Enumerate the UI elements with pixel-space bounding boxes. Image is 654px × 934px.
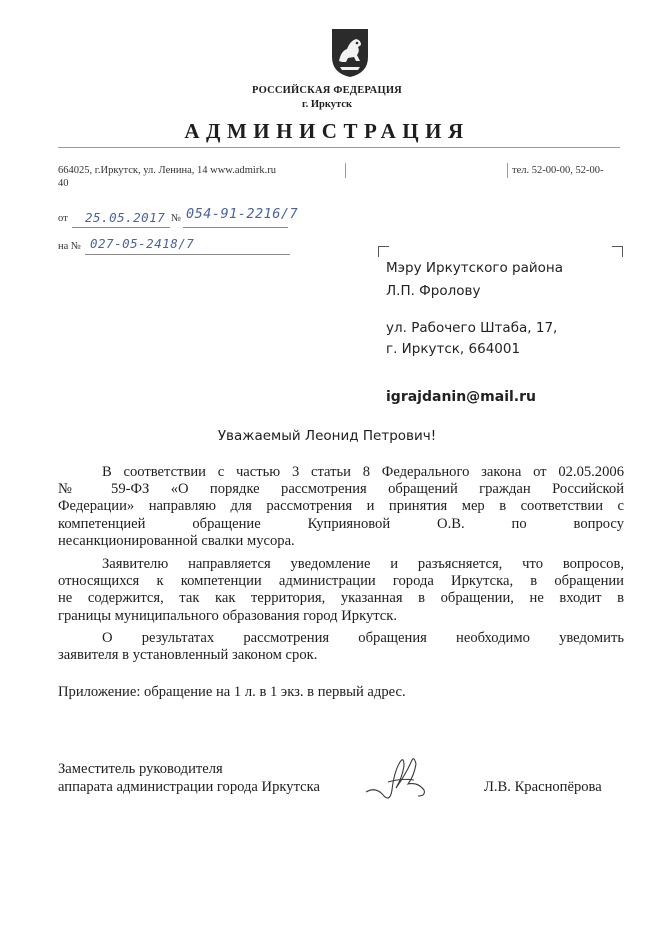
reply-label: на № bbox=[58, 241, 81, 252]
handwritten-incoming-number: 027-05-2418/7 bbox=[90, 236, 195, 251]
header-city: г. Иркутск bbox=[302, 99, 352, 110]
body-line: не содержится, так как территория, указанная в обращении, не входит в bbox=[58, 590, 624, 607]
signatory-title-line: Заместитель руководителя bbox=[58, 761, 223, 777]
header-divider bbox=[58, 147, 620, 148]
recipient-block bbox=[386, 257, 563, 303]
organization-title: АДМИНИСТРАЦИЯ bbox=[184, 119, 470, 143]
body-line: компетенцией обращение Куприяновой О.В. по вопросу bbox=[58, 515, 624, 532]
body-line: О результатах рассмотрения обращения необходимо уведомить bbox=[102, 630, 624, 646]
org-phone: тел. 52-00-00, 52-00- bbox=[512, 165, 604, 176]
attachment-note: Приложение: обращение на 1 л. в 1 экз. в первый адрес. bbox=[58, 684, 406, 700]
recipient-title: Мэру Иркутского района bbox=[386, 260, 564, 276]
recipient-name: Л.П. Фролову bbox=[386, 283, 481, 299]
header-country: РОССИЙСКАЯ ФЕДЕРАЦИЯ bbox=[252, 85, 402, 96]
greeting: Уважаемый Леонид Петрович! bbox=[217, 428, 437, 444]
org-address bbox=[58, 164, 358, 190]
reply-underline bbox=[85, 254, 290, 255]
address-line: 664025, г.Иркутск, ул. Ленина, 14 www.admirk.ru bbox=[58, 165, 276, 176]
recipient-email: igrajdanin@mail.ru bbox=[386, 389, 536, 405]
body-line: несанкционированной свалки мусора. bbox=[58, 532, 295, 549]
paragraph-2 bbox=[58, 556, 624, 625]
handwritten-signature-icon bbox=[362, 752, 432, 804]
signatory-title-line: аппарата администрации города Иркутска bbox=[58, 779, 320, 795]
handwritten-outgoing-number: 054-91-2216/7 bbox=[186, 206, 299, 222]
field-mark bbox=[507, 163, 508, 178]
field-mark bbox=[345, 163, 346, 178]
signatory-title bbox=[58, 760, 320, 796]
body-line: Федерации» направляю для рассмотрения и принятия мер в соответствии с bbox=[58, 498, 624, 515]
recipient-corner-right bbox=[612, 246, 623, 257]
number-underline bbox=[183, 227, 288, 228]
body-line: Заявителю направляется уведомление и разъясняется, что вопросов, bbox=[102, 556, 624, 572]
handwritten-date: 25.05.2017 bbox=[85, 210, 166, 225]
recipient-street: ул. Рабочего Штаба, 17, bbox=[386, 320, 558, 336]
number-label: № bbox=[171, 213, 182, 224]
body-line: В соответствии с частью 3 статьи 8 Федерального закона от 02.05.2006 bbox=[102, 464, 624, 480]
coat-of-arms-icon bbox=[330, 27, 370, 79]
address-line-continued: 40 bbox=[58, 178, 69, 189]
paragraph-3 bbox=[58, 630, 624, 664]
recipient-address bbox=[386, 318, 557, 360]
signatory-name: Л.В. Краснопёрова bbox=[484, 779, 602, 795]
recipient-city: г. Иркутск, 664001 bbox=[386, 341, 521, 357]
paragraph-1 bbox=[58, 464, 624, 550]
date-underline bbox=[72, 227, 170, 228]
date-label: от bbox=[58, 213, 68, 224]
recipient-corner-left bbox=[378, 246, 389, 257]
body-line: заявителя в установленный законом срок. bbox=[58, 647, 318, 664]
body-line: относящихся к компетенции администрации города Иркутска, в обращении bbox=[58, 573, 624, 590]
body-line: № 59-ФЗ «О порядке рассмотрения обращений граждан Российской bbox=[58, 481, 624, 498]
body-line: границы муниципального образования город Иркутск. bbox=[58, 607, 398, 624]
